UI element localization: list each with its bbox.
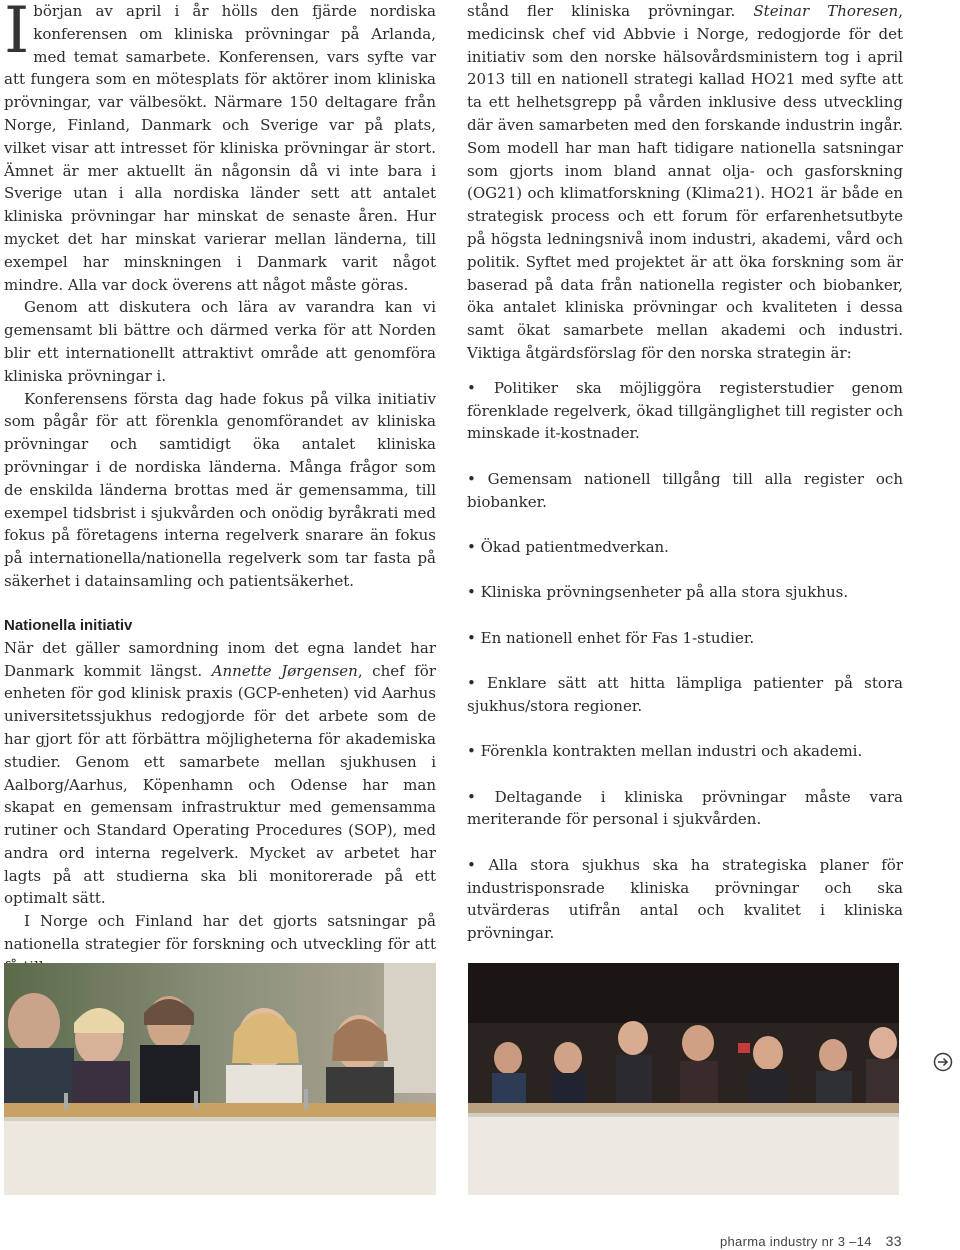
right-paragraph bbox=[467, 0, 903, 365]
conference-panel-photo-left bbox=[4, 963, 436, 1195]
drop-cap: I bbox=[4, 0, 30, 68]
paragraph-4-start: När det gäller samordning inom det egna landet har Danmark kommit längst. bbox=[4, 638, 436, 680]
intro-text: början av april i år hölls den fjärde nordiska konferensen om kliniska prövningar på Arlanda, med temat samarbete. Konferensen, vars syfte var att fungera som en mötesplats för aktörer inom kliniska prövningar, var välbesökt. Närmare 150 deltagare från Norge, Finland, Danmark och Sverige var på plats, vilket visar att intresset för kliniska prövningar är stort. Ämnet är mer aktuellt än någonsin då vi inte bara i Sverige utan i alla nordiska länder sett att antalet kliniska prövningar har minskat de senaste åren. Hur mycket det har minskat varierar mellan länderna, till exempel har minskningen i Danmark varit något mindre. Alla var dock överens att något måste göras. bbox=[4, 2, 436, 294]
right-column bbox=[467, 0, 903, 968]
left-column bbox=[4, 0, 436, 979]
paragraph-3: Konferensens första dag hade fokus på vilka initiativ som pågår för att förenkla genomförandet av kliniska prövningar och samtidigt öka antalet kliniska prövningar i de nordiska länderna. Många frågor som de enskilda länderna brottas med är gemensamma, till exempel tidsbrist i sjukvården och onödig byråkrati med fokus på företagens interna regelverk snarare än fokus på internationella/nationella regelverk som tar fasta på säkerhet i datainsamling och patientsäkerhet. bbox=[4, 389, 436, 590]
right-paragraph-rest: , medicinsk chef vid Abbvie i Norge, redogjorde för det initiativ som den norske hälsovårdsministern tog i april 2013 till en nationell strategi kallad HO21 med syfte att ta ett helhetsgrepp på vården inklusive dess utveckling där även samarbeten med den forskande industrin ingår. Som modell har man haft tidigare nationella satsningar som gjorts inom bland annat olja- och gasforskning (OG21) och klimatforskning (Klima21). HO21 är både en strategisk process och ett forum för erfarenhetsutbyte på högsta ledningsnivå inom industri, akademi, vård och politik. Syftet med projektet är att öka forskning som är baserad på data från nationella register och biobanker, öka antalet kliniska prövningar och kvaliteten i dessa samt ökat samarbete mellan akademi och industri. Viktiga åtgärdsförslag för den norska strategin är: bbox=[467, 2, 903, 362]
conference-panel-photo-right bbox=[468, 963, 899, 1195]
bullet-item: • Gemensam nationell tillgång till alla register och biobanker. bbox=[467, 468, 903, 514]
section-heading-nationella-initiativ: Nationella initiativ bbox=[4, 616, 133, 634]
person-name-steinar: Steinar Thoresen bbox=[753, 2, 899, 20]
arrow-right-circle-icon[interactable] bbox=[933, 1052, 953, 1072]
right-paragraph-start: stånd fler kliniska prövningar. bbox=[467, 2, 754, 20]
strategy-bullet-list bbox=[467, 377, 903, 945]
page-number: 33 bbox=[885, 1233, 902, 1249]
bullet-item: • Deltagande i kliniska prövningar måste vara meriterande för personal i sjukvården. bbox=[467, 786, 903, 832]
bullet-item: • Ökad patientmedverkan. bbox=[467, 536, 903, 559]
bullet-item: • Förenkla kontrakten mellan industri och akademi. bbox=[467, 740, 903, 763]
paragraph-2: Genom att diskutera och lära av varandra kan vi gemensamt bli bättre och därmed verka för att Norden blir ett internationellt attraktivt område att genomföra kliniska prövningar i. bbox=[4, 298, 436, 385]
publication-name: pharma industry nr 3 –14 bbox=[720, 1234, 872, 1249]
bullet-item: • En nationell enhet för Fas 1-studier. bbox=[467, 627, 903, 650]
bullet-item: • Kliniska prövningsenheter på alla stora sjukhus. bbox=[467, 581, 903, 604]
bullet-item: • Alla stora sjukhus ska ha strategiska planer för industrisponsrade kliniska prövningar och ska utvärderas utifrån antal och kvalitet i kliniska prövningar. bbox=[467, 854, 903, 945]
paragraph-4-rest: , chef för enheten för god klinisk praxis (GCP-enheten) vid Aarhus universitetssjukhus redogjorde för det arbete som de har gjort för att förbättra möjligheterna för akademiska studier. Genom ett samarbete mellan sjukhusen i Aalborg/Aarhus, Köpenhamn och Odense har man skapat en gemensam infrastruktur med gemensamma rutiner och Standard Operating Procedures (SOP), med andra ord interna regelverk. Mycket av arbetet har lagts på att studierna ska bli monitorerade på ett optimalt sätt. bbox=[4, 661, 436, 908]
bullet-item: • Politiker ska möjliggöra registerstudier genom förenklade regelverk, ökad tillgänglighet till register och minskade it-kostnader. bbox=[467, 377, 903, 445]
intro-paragraph bbox=[4, 0, 436, 296]
page-footer bbox=[720, 1233, 902, 1249]
paragraph-5: I Norge och Finland har det gjorts satsningar på nationella strategier för forskning och utveckling för att bbox=[4, 912, 436, 954]
person-name-annette: Annette Jørgensen bbox=[211, 661, 358, 680]
bullet-item: • Enklare sätt att hitta lämpliga patienter på stora sjukhus/stora regioner. bbox=[467, 672, 903, 718]
paragraph-4 bbox=[4, 637, 436, 911]
photo-illustration bbox=[4, 963, 436, 1195]
photo-illustration bbox=[468, 963, 899, 1195]
